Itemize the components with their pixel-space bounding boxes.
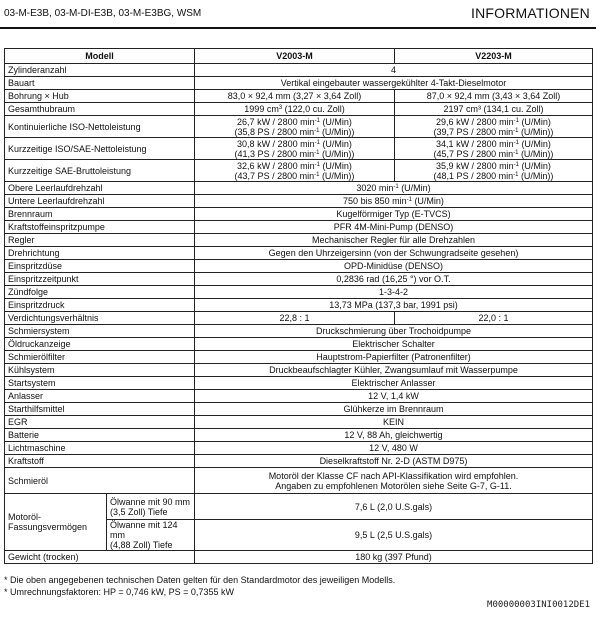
row-value: Dieselkraftstoff Nr. 2-D (ASTM D975) <box>195 455 593 468</box>
table-row <box>5 455 593 468</box>
value-v2003: 22,8 : 1 <box>195 312 395 325</box>
row-value: Motoröl der Klasse CF nach API-Klassifikation wird empfohlen. Angaben zu empfohlenen Motorölen siehe Seite G-7, G-11. <box>195 468 593 494</box>
row-value: 12 V, 1,4 kW <box>195 390 593 403</box>
table-row <box>5 416 593 429</box>
value-v2003: 30,8 kW / 2800 $\min^{-1} (U/Min)$ (41,3 PS / 2800 $\min^{-1} (U/Min)$) <box>195 138 395 160</box>
value-v2003: 32,6 kW / 2800 $\min^{-1} (U/Min)$ (43,7 PS / 2800 $\min^{-1} (U/Min)$) <box>195 160 395 182</box>
row-label: Schmiersystem <box>5 325 195 338</box>
table-row <box>5 299 593 312</box>
value-v2203: 2197 cm³ (134,1 cu. Zoll) <box>395 103 593 116</box>
table-row <box>5 351 593 364</box>
row-value: 3020 $\min^{-1} (U/Min)$ <box>195 182 593 195</box>
value-v2203: 87,0 × 92,4 mm (3,43 × 3,64 Zoll) <box>395 90 593 103</box>
row-value: Vertikal eingebauter wassergekühlter 4-Takt-Dieselmotor <box>195 77 593 90</box>
row-label: Bauart <box>5 77 195 90</box>
table-row <box>5 247 593 260</box>
row-label: Lichtmaschine <box>5 442 195 455</box>
value-v2203: 34,1 kW / 2800 $\min^{-1} (U/Min)$ (45,7 PS / 2800 $\min^{-1} (U/Min)$) <box>395 138 593 160</box>
table-row <box>5 182 593 195</box>
table-row <box>5 494 593 520</box>
table-row <box>5 208 593 221</box>
row-label: Öldruckanzeige <box>5 338 195 351</box>
row-label: Kraftstoff <box>5 455 195 468</box>
row-label: Kühlsystem <box>5 364 195 377</box>
row-label: Kurzzeitige SAE-Bruttoleistung <box>5 160 195 182</box>
table-row <box>5 116 593 138</box>
table-row <box>5 312 593 325</box>
page-header <box>0 0 600 30</box>
footnotes <box>4 574 395 598</box>
row-label: Drehrichtung <box>5 247 195 260</box>
row-label: Kurzzeitige ISO/SAE-Nettoleistung <box>5 138 195 160</box>
row-value: Druckschmierung über Trochoidpumpe <box>195 325 593 338</box>
table-row <box>5 390 593 403</box>
row-label: EGR <box>5 416 195 429</box>
document-code: M00000003INI0012DE1 <box>487 600 590 610</box>
table-row <box>5 429 593 442</box>
row-label: Verdichtungsverhältnis <box>5 312 195 325</box>
table-row <box>5 77 593 90</box>
footnote: * Die oben angegebenen technischen Daten gelten für den Standardmotor des jeweiligen Modells. <box>4 575 396 585</box>
row-label: Einspritzdruck <box>5 299 195 312</box>
row-value: 750 bis 850 $\min^{-1} (U/Min)$ <box>195 195 593 208</box>
spec-table <box>4 48 593 564</box>
table-row <box>5 234 593 247</box>
row-label: Bohrung × Hub <box>5 90 195 103</box>
table-header-row <box>5 49 593 64</box>
table-row <box>5 364 593 377</box>
row-value: 12 V, 480 W <box>195 442 593 455</box>
row-value: 4 <box>195 64 593 77</box>
table-row <box>5 138 593 160</box>
row-label: Schmieröl <box>5 468 195 494</box>
row-value: Hauptstrom-Papierfilter (Patronenfilter) <box>195 351 593 364</box>
row-value: Elektrischer Schalter <box>195 338 593 351</box>
row-value: Elektrischer Anlasser <box>195 377 593 390</box>
footnote: * Umrechnungsfaktoren: HP = 0,746 kW, PS = 0,7355 kW <box>4 587 234 597</box>
table-row <box>5 551 593 564</box>
row-value: 0,2836 rad (16,25 °) vor O.T. <box>195 273 593 286</box>
value-v2003: 83,0 × 92,4 mm (3,27 × 3,64 Zoll) <box>195 90 395 103</box>
row-value: KEIN <box>195 416 593 429</box>
row-value: Druckbeaufschlagter Kühler, Zwangsumlauf mit Wasserpumpe <box>195 364 593 377</box>
table-row <box>5 221 593 234</box>
row-value: Kugelförmiger Typ (E-TVCS) <box>195 208 593 221</box>
section-title: INFORMATIONEN <box>470 5 590 21</box>
table-row <box>5 442 593 455</box>
row-label: Zündfolge <box>5 286 195 299</box>
row-label: Gewicht (trocken) <box>5 551 195 564</box>
row-label: Starthilfsmittel <box>5 403 195 416</box>
sub-label: Ölwanne mit 124 mm (4,88 Zoll) Tiefe <box>107 520 195 551</box>
value-v2203: 29,6 kW / 2800 $\min^{-1} (U/Min)$ (39,7 PS / 2800 $\min^{-1} (U/Min)$) <box>395 116 593 138</box>
row-value: Gegen den Uhrzeigersinn (von der Schwungradseite gesehen) <box>195 247 593 260</box>
row-value: Glühkerze im Brennraum <box>195 403 593 416</box>
col-header-v2203: V2203-M <box>395 49 593 64</box>
table-row <box>5 90 593 103</box>
row-label: Untere Leerlaufdrehzahl <box>5 195 195 208</box>
row-label: Motoröl- Fassungsvermögen <box>5 494 107 551</box>
table-row <box>5 286 593 299</box>
row-label: Kraftstoffeinspritzpumpe <box>5 221 195 234</box>
table-row <box>5 260 593 273</box>
row-label: Einspritzzeitpunkt <box>5 273 195 286</box>
row-label: Einspritzdüse <box>5 260 195 273</box>
sub-label: Ölwanne mit 90 mm (3,5 Zoll) Tiefe <box>107 494 195 520</box>
value-v2003: 26,7 kW / 2800 $\min^{-1} (U/Min)$ (35,8 PS / 2800 $\min^{-1} (U/Min)$) <box>195 116 395 138</box>
table-row <box>5 273 593 286</box>
row-label: Startsystem <box>5 377 195 390</box>
row-label: Gesamthubraum <box>5 103 195 116</box>
row-value: OPD-Minidüse (DENSO) <box>195 260 593 273</box>
row-label: Batterie <box>5 429 195 442</box>
value-v2203: 22,0 : 1 <box>395 312 593 325</box>
table-row <box>5 64 593 77</box>
row-label: Kontinuierliche ISO-Nettoleistung <box>5 116 195 138</box>
row-label: Schmierölfilter <box>5 351 195 364</box>
row-value: 7,6 L (2,0 U.S.gals) <box>195 494 593 520</box>
row-value: Mechanischer Regler für alle Drehzahlen <box>195 234 593 247</box>
col-header-v2003: V2003-M <box>195 49 395 64</box>
row-label: Obere Leerlaufdrehzahl <box>5 182 195 195</box>
row-label: Anlasser <box>5 390 195 403</box>
value-v2203: 35,9 kW / 2800 $\min^{-1} (U/Min)$ (48,1 PS / 2800 $\min^{-1} (U/Min)$) <box>395 160 593 182</box>
table-row <box>5 325 593 338</box>
row-value: 13,73 MPa (137,3 bar, 1991 psi) <box>195 299 593 312</box>
row-value: 12 V, 88 Ah, gleichwertig <box>195 429 593 442</box>
row-label: Regler <box>5 234 195 247</box>
row-label: Brennraum <box>5 208 195 221</box>
table-row <box>5 468 593 494</box>
table-row <box>5 103 593 116</box>
row-value: 180 kg (397 Pfund) <box>195 551 593 564</box>
row-label: Zylinderanzahl <box>5 64 195 77</box>
value-v2003: 1999 $cm^3$ (122,0 cu. Zoll) <box>195 103 395 116</box>
model-list: 03-M-E3B, 03-M-DI-E3B, 03-M-E3BG, WSM <box>4 8 202 19</box>
row-value: 9,5 L (2,5 U.S.gals) <box>195 520 593 551</box>
table-row <box>5 195 593 208</box>
header-rule <box>0 27 596 29</box>
row-value: PFR 4M-Mini-Pump (DENSO) <box>195 221 593 234</box>
table-row <box>5 160 593 182</box>
table-row <box>5 403 593 416</box>
table-row <box>5 338 593 351</box>
row-value: 1-3-4-2 <box>195 286 593 299</box>
col-header-model: Modell <box>5 49 195 64</box>
table-row <box>5 377 593 390</box>
